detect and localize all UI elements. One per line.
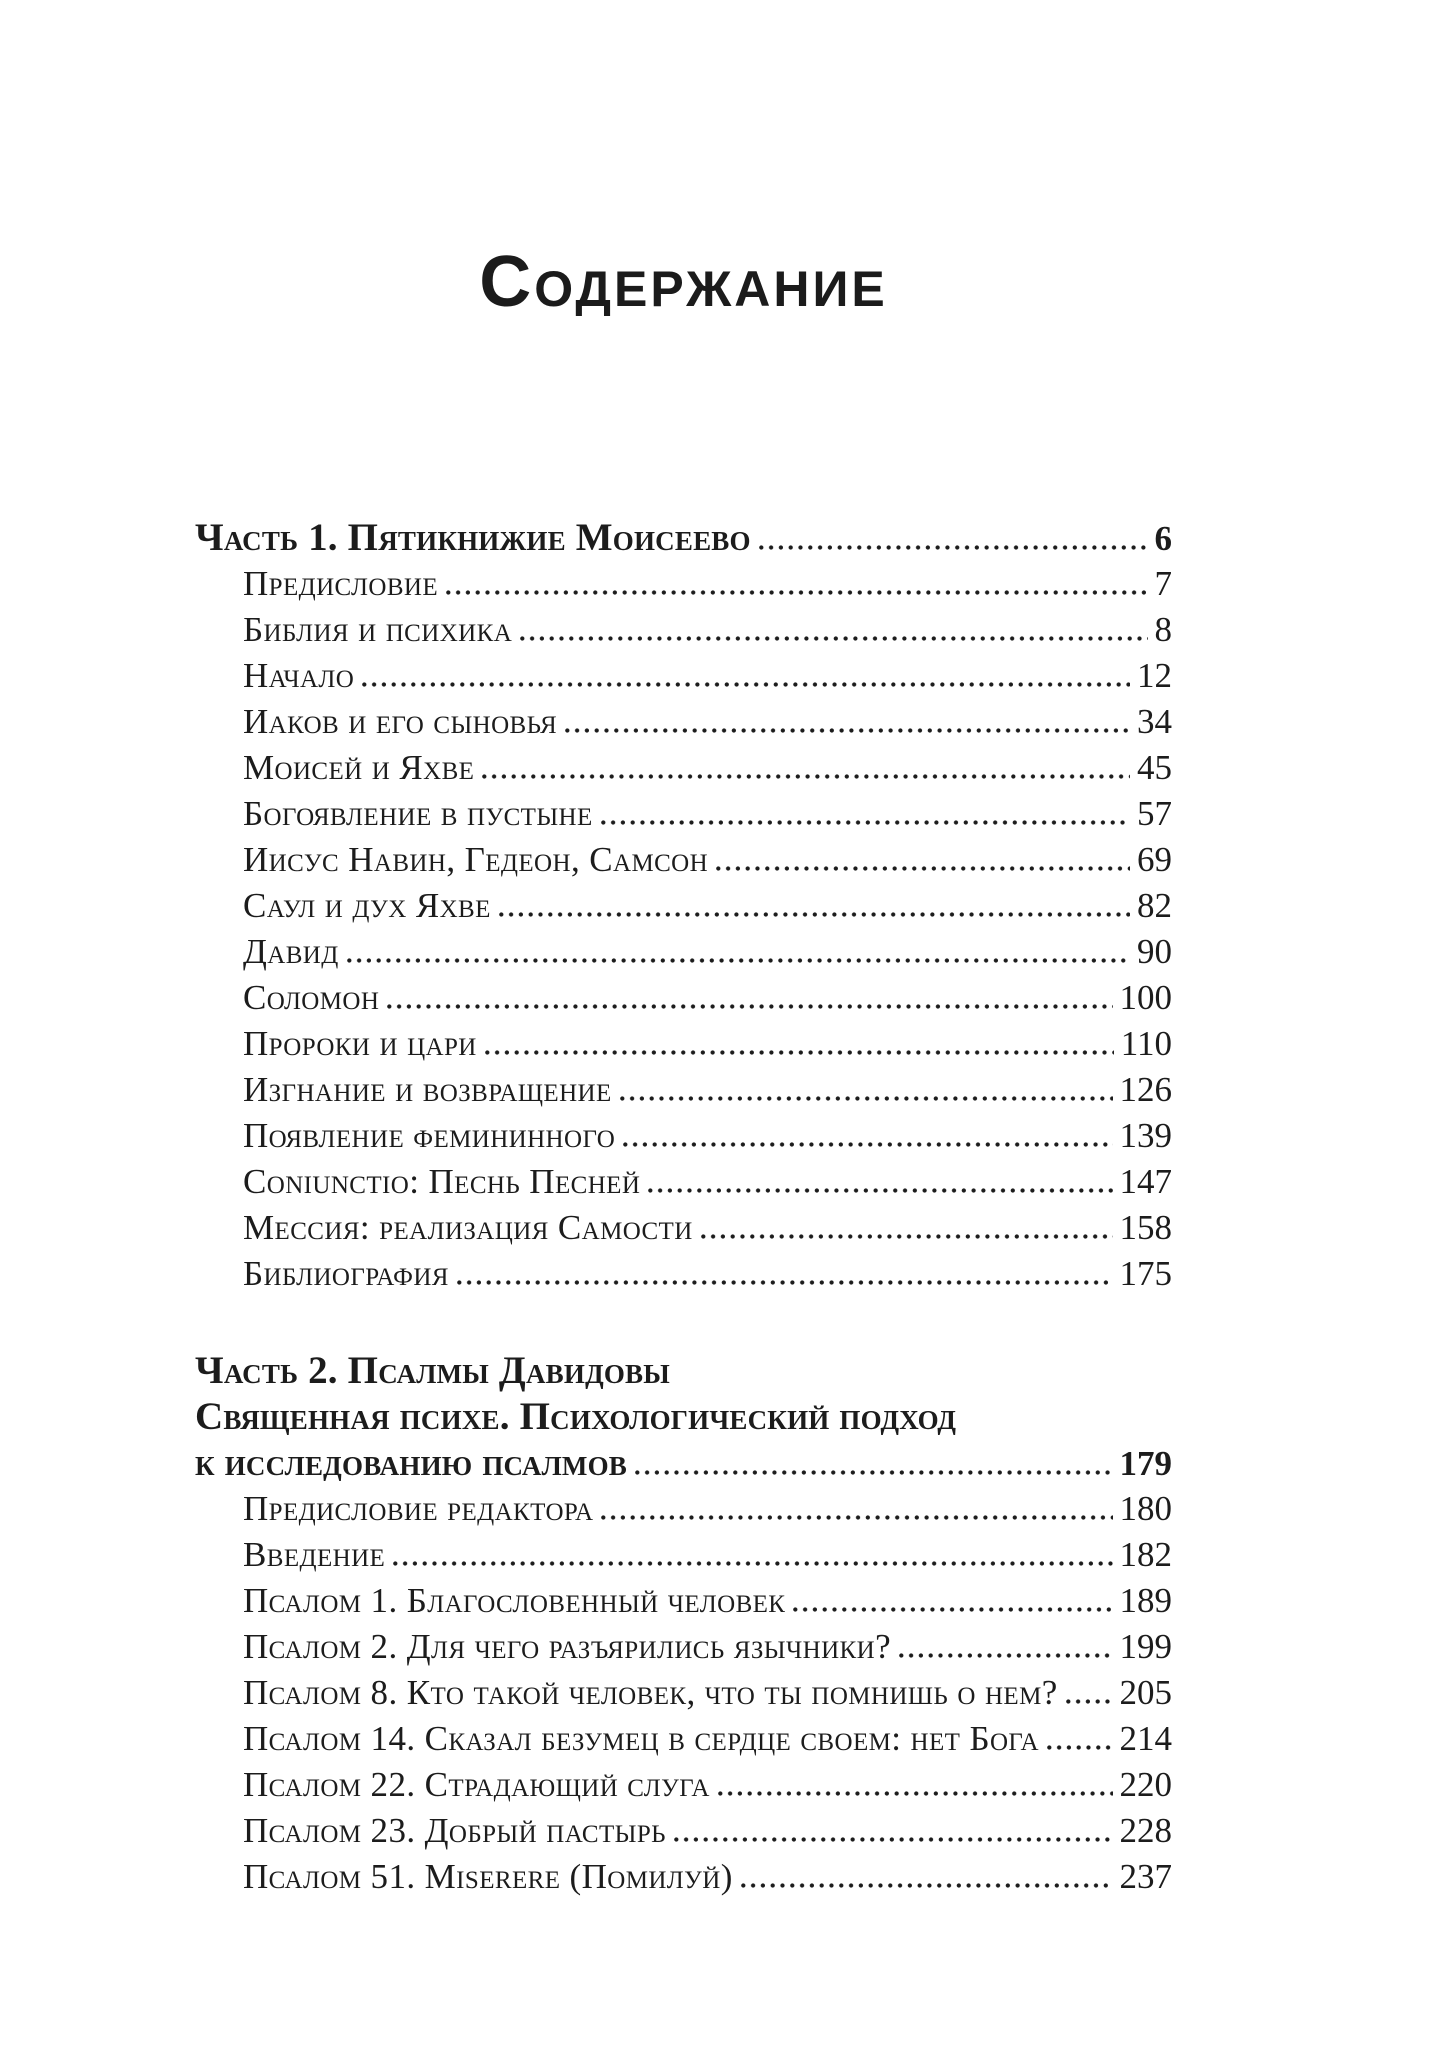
dot-leader [648,1188,1112,1193]
toc-entry-row [195,1716,1172,1762]
toc-entry-label: Псалом 23. Добрый пастырь [243,1811,666,1850]
dot-leader [701,1234,1113,1239]
toc-entry-row [195,1205,1172,1251]
toc-entry-row [195,1532,1172,1578]
toc-entry-label: Пророки и цари [243,1024,477,1063]
toc-entry-label: Моисей и Яхве [243,748,475,787]
toc-entry-label: Мессия: реализация Самости [243,1208,693,1247]
toc-entry-label: Псалом 1. Благословенный человек [243,1581,786,1620]
part1-heading-label: Часть 1. Пятикнижие Моисеево [195,516,751,559]
page-number: 175 [1119,1254,1172,1293]
dot-leader [601,820,1130,825]
toc-entry-row [195,1251,1172,1297]
toc-part1-heading-row [195,515,1172,561]
part2-heading-line2: Священная психе. Психологический подход [195,1395,957,1438]
dot-leader [899,1653,1112,1658]
toc-part2-heading-row-2 [195,1394,1172,1440]
toc-entry-label: Введение [243,1535,386,1574]
page-number: 100 [1119,978,1172,1017]
page-number: 147 [1119,1162,1172,1201]
page-number: 205 [1119,1673,1172,1712]
dot-leader [457,1280,1113,1285]
dot-leader [635,1470,1113,1475]
page-number: 189 [1119,1581,1172,1620]
dot-leader [741,1883,1113,1888]
dot-leader [499,912,1130,917]
page-number: 158 [1119,1208,1172,1247]
toc-entry-label: Библия и психика [243,610,513,649]
dot-leader [446,590,1147,595]
toc-entry-row [195,1854,1172,1900]
dot-leader [482,774,1130,779]
page-number: 69 [1137,840,1172,879]
page-number: 126 [1119,1070,1172,1109]
dot-leader [759,545,1148,550]
dot-leader [718,1791,1113,1796]
page-number: 82 [1137,886,1172,925]
toc-entry-label: Библиография [243,1254,449,1293]
toc-entry-row [195,975,1172,1021]
dot-leader [793,1607,1112,1612]
toc-entry-row [195,1021,1172,1067]
toc-entry-row [195,837,1172,883]
dot-leader [393,1561,1112,1566]
toc-entry-row [195,561,1172,607]
dot-leader [565,728,1130,733]
toc-entry-row [195,653,1172,699]
toc-entry-label: Саул и дух Яхве [243,886,491,925]
dot-leader [1066,1699,1113,1704]
page-number: 90 [1137,932,1172,971]
page-number: 6 [1154,519,1172,558]
page-number: 34 [1137,702,1172,741]
page-number: 180 [1119,1489,1172,1528]
page-number: 182 [1119,1535,1172,1574]
page-number: 8 [1154,610,1172,649]
page-number: 110 [1120,1024,1172,1063]
page-number: 12 [1137,656,1172,695]
toc-entry-label: Предисловие редактора [243,1489,594,1528]
toc-part2-heading-row-3 [195,1440,1172,1486]
toc-entry-row [195,1486,1172,1532]
part2-heading-line1: Часть 2. Псалмы Давидовы [195,1349,670,1392]
page-number: 179 [1119,1444,1172,1483]
toc-entry-row [195,1808,1172,1854]
page-number: 45 [1137,748,1172,787]
toc-entry-row [195,1067,1172,1113]
page-number: 57 [1137,794,1172,833]
dot-leader [387,1004,1112,1009]
dot-leader [601,1515,1112,1520]
toc-entry-row [195,1578,1172,1624]
toc-entry-row [195,791,1172,837]
toc-entry-label: Богоявление в пустыне [243,794,593,833]
toc-entry-row [195,1624,1172,1670]
toc-entry-row [195,1159,1172,1205]
dot-leader [716,866,1130,871]
toc-entry-label: Появление фемининного [243,1116,616,1155]
dot-leader [347,958,1130,963]
page-number: 228 [1119,1811,1172,1850]
page-number: 214 [1119,1719,1172,1758]
toc-entry-label: Псалом 8. Кто такой человек, что ты помнишь о нем? [243,1673,1058,1712]
toc-part2-section [195,1348,1172,1900]
toc-entry-row [195,1113,1172,1159]
toc-entry-row [195,883,1172,929]
dot-leader [623,1142,1112,1147]
part2-heading-line3: к исследованию псалмов [195,1441,627,1484]
toc-entry-row [195,1670,1172,1716]
toc-entry-row [195,929,1172,975]
toc-entry-row [195,745,1172,791]
dot-leader [362,682,1130,687]
page-number: 7 [1154,564,1172,603]
toc-entry-label: Coniunctio: Песнь Песней [243,1162,641,1201]
dot-leader [620,1096,1113,1101]
toc-entry-label: Начало [243,656,355,695]
toc-entry-label: Предисловие [243,564,439,603]
toc-entry-row [195,607,1172,653]
toc-entry-label: Давид [243,932,339,971]
dot-leader [674,1837,1113,1842]
page-number: 220 [1119,1765,1172,1804]
toc-entry-label: Соломон [243,978,380,1017]
table-of-contents [195,515,1172,1900]
dot-leader [1047,1745,1112,1750]
page-title: Содержание [479,242,888,322]
page-number: 139 [1119,1116,1172,1155]
toc-entry-label: Псалом 2. Для чего разъярились язычники? [243,1627,892,1666]
toc-entry-label: Изгнание и возвращение [243,1070,612,1109]
toc-part2-heading-row-1 [195,1348,1172,1394]
page-number: 199 [1119,1627,1172,1666]
toc-entry-label: Иисус Навин, Гедеон, Самсон [243,840,709,879]
toc-entry-label: Псалом 22. Страдающий слуга [243,1765,710,1804]
dot-leader [485,1050,1114,1055]
toc-entry-label: Иаков и его сыновья [243,702,558,741]
toc-entry-label: Псалом 51. Miserere (Помилуй) [243,1857,733,1896]
page-number: 237 [1119,1857,1172,1896]
dot-leader [520,636,1147,641]
toc-entry-label: Псалом 14. Сказал безумец в сердце своем: нет Бога [243,1719,1040,1758]
toc-entry-row [195,699,1172,745]
toc-entry-row [195,1762,1172,1808]
